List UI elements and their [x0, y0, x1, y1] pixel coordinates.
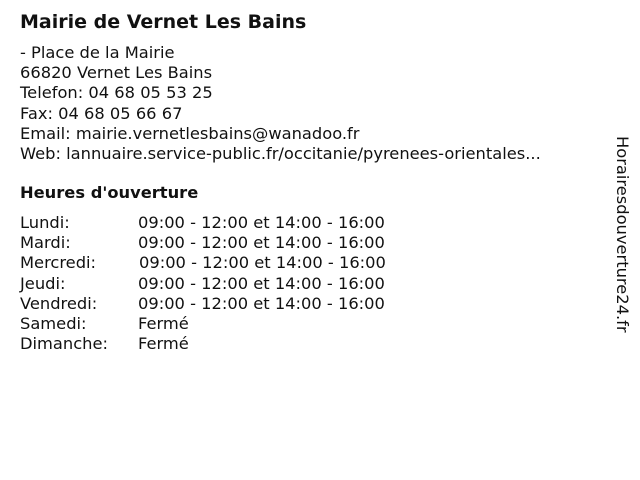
day-label: Samedi:	[20, 313, 87, 333]
site-watermark: Horairesdouverture24.fr	[613, 136, 632, 333]
day-label: Jeudi:	[20, 273, 66, 293]
email-address: Email: mairie.vernetlesbains@wanadoo.fr	[20, 123, 360, 143]
day-label: Mardi:	[20, 233, 71, 253]
phone-number: Telefon: 04 68 05 53 25	[20, 83, 213, 103]
address-street: - Place de la Mairie	[20, 43, 175, 62]
address-city: 66820 Vernet Les Bains	[20, 63, 213, 83]
day-hours: 09:00 - 12:00 et 14:00 - 16:00	[138, 213, 385, 232]
day-hours: 09:00 - 12:00 et 14:00 - 16:00	[138, 273, 385, 293]
day-hours: Fermé	[138, 313, 189, 333]
day-hours: 09:00 - 12:00 et 14:00 - 16:00	[138, 293, 385, 313]
day-label: Vendredi:	[20, 293, 98, 313]
day-hours: 09:00 - 12:00 et 14:00 - 16:00	[138, 233, 385, 253]
day-hours: Fermé	[138, 334, 189, 354]
contact-block	[20, 43, 541, 164]
day-label: Dimanche:	[20, 334, 108, 354]
website-link: Web: lannuaire.service-public.fr/occitanie/pyrenees-orientales...	[20, 143, 541, 163]
day-label: Mercredi:	[20, 253, 97, 273]
hours-heading: Heures d'ouverture	[20, 183, 199, 202]
page-title: Mairie de Vernet Les Bains	[20, 11, 307, 33]
fax-number: Fax: 04 68 05 66 67	[20, 103, 183, 123]
day-label: Lundi:	[20, 213, 70, 232]
day-hours: 09:00 - 12:00 et 14:00 - 16:00	[139, 253, 386, 273]
